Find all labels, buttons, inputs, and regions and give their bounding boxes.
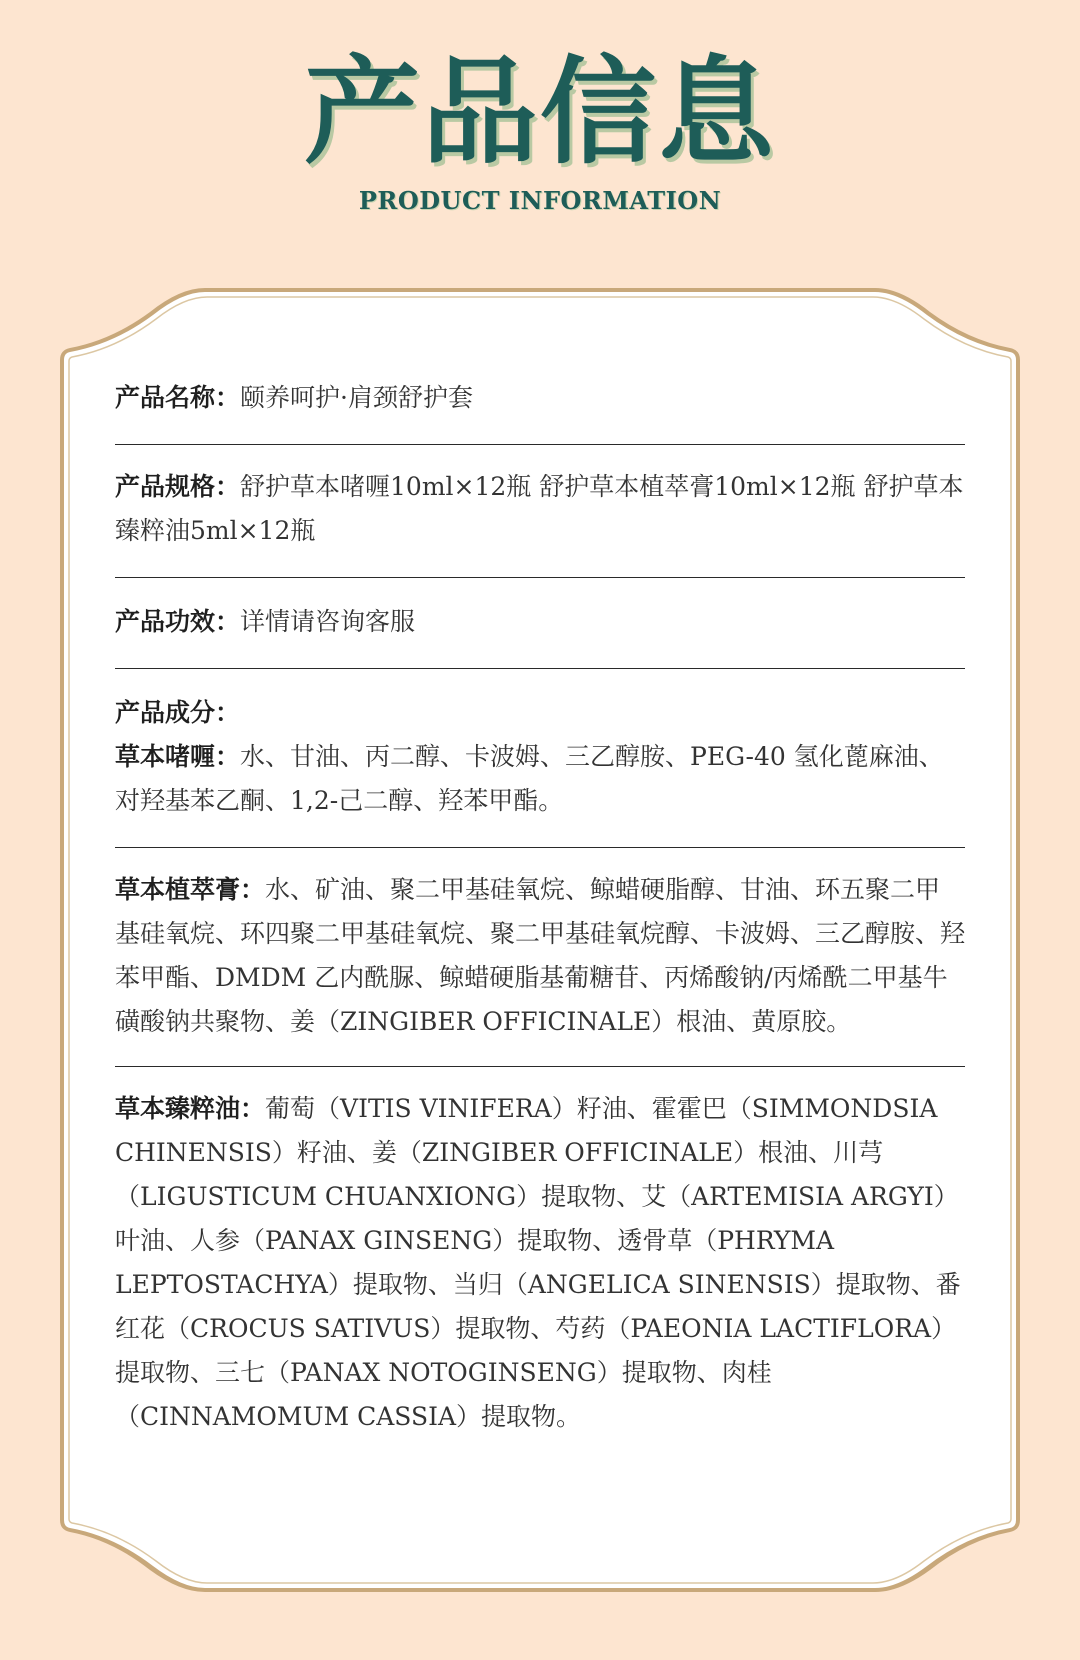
divider bbox=[115, 668, 965, 669]
oil-label: 草本臻粹油： bbox=[115, 1094, 266, 1123]
divider bbox=[115, 444, 965, 445]
gel-ingredients: 水、甘油、丙二醇、卡波姆、三乙醇胺、PEG-40 氢化蓖麻油、对羟基苯乙酮、1,2-己二醇、羟苯甲酯。 bbox=[115, 742, 944, 815]
divider bbox=[115, 577, 965, 578]
product-spec-value: 舒护草本啫喱10ml×12瓶 舒护草本植萃膏10ml×12瓶 舒护草本臻粹油5ml×12瓶 bbox=[115, 472, 964, 545]
product-info bbox=[115, 376, 965, 1439]
oil-ingredients: 葡萄（VITIS VINIFERA）籽油、霍霍巴（SIMMONDSIA CHINENSIS）籽油、姜（ZINGIBER OFFICINALE）根油、川芎（LIGUSTICUM CHUANXIONG）提取物、艾（ARTEMISIA ARGYI）叶油、人参（PANAX GINSENG）提取物、透骨草（PHRYMA LEPTOSTACHYA）提取物、当归（ANGELICA SINENSIS）提取物、番红花（CROCUS SATIVUS）提取物、芍药（PAEONIA LACTIFLORA）提取物、三七（PANAX NOTOGINSENG）提取物、肉桂（CINNAMOMUM CASSIA）提取物。 bbox=[115, 1094, 961, 1431]
page-subtitle: PRODUCT INFORMATION bbox=[358, 186, 722, 215]
product-effect-label: 产品功效： bbox=[115, 607, 241, 636]
ingredients-gel-row bbox=[115, 691, 965, 823]
product-effect-row bbox=[115, 600, 965, 644]
divider bbox=[115, 847, 965, 848]
ingredients-cream-row bbox=[115, 868, 965, 1044]
gel-label: 草本啫喱： bbox=[115, 742, 241, 771]
product-effect-value: 详情请咨询客服 bbox=[240, 607, 416, 636]
product-name-value: 颐养呵护·肩颈舒护套 bbox=[240, 383, 473, 412]
product-spec-label: 产品规格： bbox=[115, 472, 241, 501]
product-name-label: 产品名称： bbox=[115, 383, 241, 412]
ingredients-heading: 产品成分： bbox=[115, 698, 241, 727]
product-name-row bbox=[115, 376, 965, 420]
page-title: 产品信息 bbox=[304, 45, 776, 180]
cream-ingredients: 水、矿油、聚二甲基硅氧烷、鲸蜡硬脂醇、甘油、环五聚二甲基硅氧烷、环四聚二甲基硅氧烷、聚二甲基硅氧烷醇、卡波姆、三乙醇胺、羟苯甲酯、DMDM 乙内酰脲、鲸蜡硬脂基葡糖苷、丙烯酸钠/丙烯酰二甲基牛磺酸钠共聚物、姜（ZINGIBER OFFICINALE）根油、黄原胶。 bbox=[115, 875, 966, 1036]
ingredients-oil-row bbox=[115, 1087, 965, 1439]
cream-label: 草本植萃膏： bbox=[115, 875, 266, 904]
product-spec-row bbox=[115, 465, 965, 553]
divider bbox=[115, 1066, 965, 1067]
